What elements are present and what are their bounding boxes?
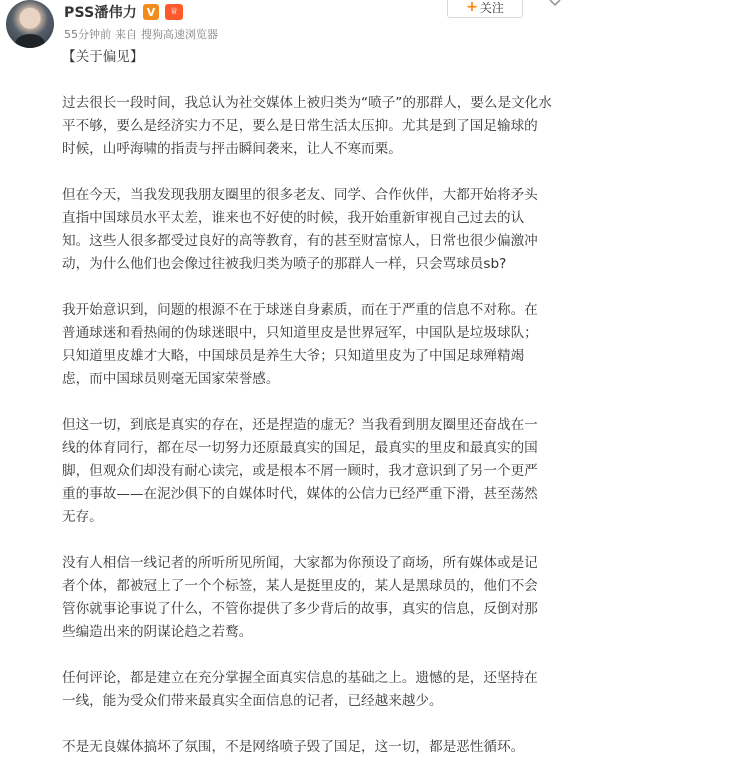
follow-label: 关注 — [479, 0, 504, 15]
post-paragraph-3: 我开始意识到，问题的根源不在于球迷自身素质，而在于严重的信息不对称。在 普通球迷和看热闹的伪球迷眼中，只知道里皮是世界冠军，中国队是垃圾球队； 只知道里皮雄才大略，中国球员是养生大爷；只知道里皮为了中国足球殚精竭 虑，而中国球员则毫无国家荣誉感。 — [62, 302, 538, 387]
author-row — [64, 2, 183, 22]
post-paragraph-4: 但这一切，到底是真实的存在，还是捏造的虚无？当我看到朋友圈里还奋战在一 线的体育同行，都在尽一切努力还原最真实的国足，最真实的里皮和最真实的国 脚，但观众们却没有耐心读完，或是根本不屑一顾时，我才意识到了另一个更严 重的事故——在泥沙俱下的自媒体时代，媒体的公信力已经严重下滑，甚至荡然 无存。 — [62, 417, 538, 525]
follow-button[interactable] — [447, 0, 523, 18]
post-paragraph-6: 任何评论，都是建立在充分掌握全面真实信息的基础之上。遗憾的是，还坚持在 一线，能为受众们带来最真实全面信息的记者，已经越来越少。 — [62, 670, 538, 709]
post-meta — [64, 26, 218, 42]
avatar[interactable] — [6, 0, 54, 48]
post-title: 【关于偏见】 — [62, 49, 144, 65]
post-content — [62, 46, 662, 762]
post-paragraph-1: 过去很长一段时间，我总认为社交媒体上被归类为“喷子”的那群人，要么是文化水 平不够，要么是经济实力不足，要么是日常生活太压抑。尤其是到了国足输球的 时候，山呼海啸的指责与抨击瞬间袭来，让人不寒而栗。 — [62, 95, 552, 157]
post-paragraph-5: 没有人相信一线记者的所听所见所闻，大家都为你预设了商场，所有媒体或是记 者个体，都被冠上了一个个标签，某人是挺里皮的，某人是黑球员的，他们不会 管你就事论事说了什么，不管你提供了多少背后的故事，真实的信息，反倒对那 些编造出来的阴谋论趋之若鹜。 — [62, 555, 538, 640]
post-source[interactable]: 搜狗高速浏览器 — [141, 28, 218, 41]
verified-badge-icon[interactable]: V — [143, 4, 159, 20]
post-time[interactable]: 55分钟前 — [64, 28, 111, 41]
post-paragraph-2: 但在今天，当我发现我朋友圈里的很多老友、同学、合作伙伴，大都开始将矛头 直指中国球员水平太差，谁来也不好使的时候，我开始重新审视自己过去的认 知。这些人很多都受过良好的高等教育，有的甚至财富惊人，日常也很少偏激冲 动，为什么他们也会像过往被我归类为喷子的那群人一样，只会骂球员sb? — [62, 187, 538, 272]
username-link[interactable]: PSS潘伟力 — [64, 5, 137, 21]
source-prefix: 来自 — [115, 28, 137, 41]
chevron-down-icon[interactable] — [548, 0, 562, 8]
post-paragraph-7: 不是无良媒体搞坏了氛围，不是网络喷子毁了国足，这一切，都是恶性循环。 — [62, 739, 525, 755]
plus-icon: + — [466, 0, 478, 15]
vip-crown-icon[interactable]: ♕ — [165, 4, 183, 20]
